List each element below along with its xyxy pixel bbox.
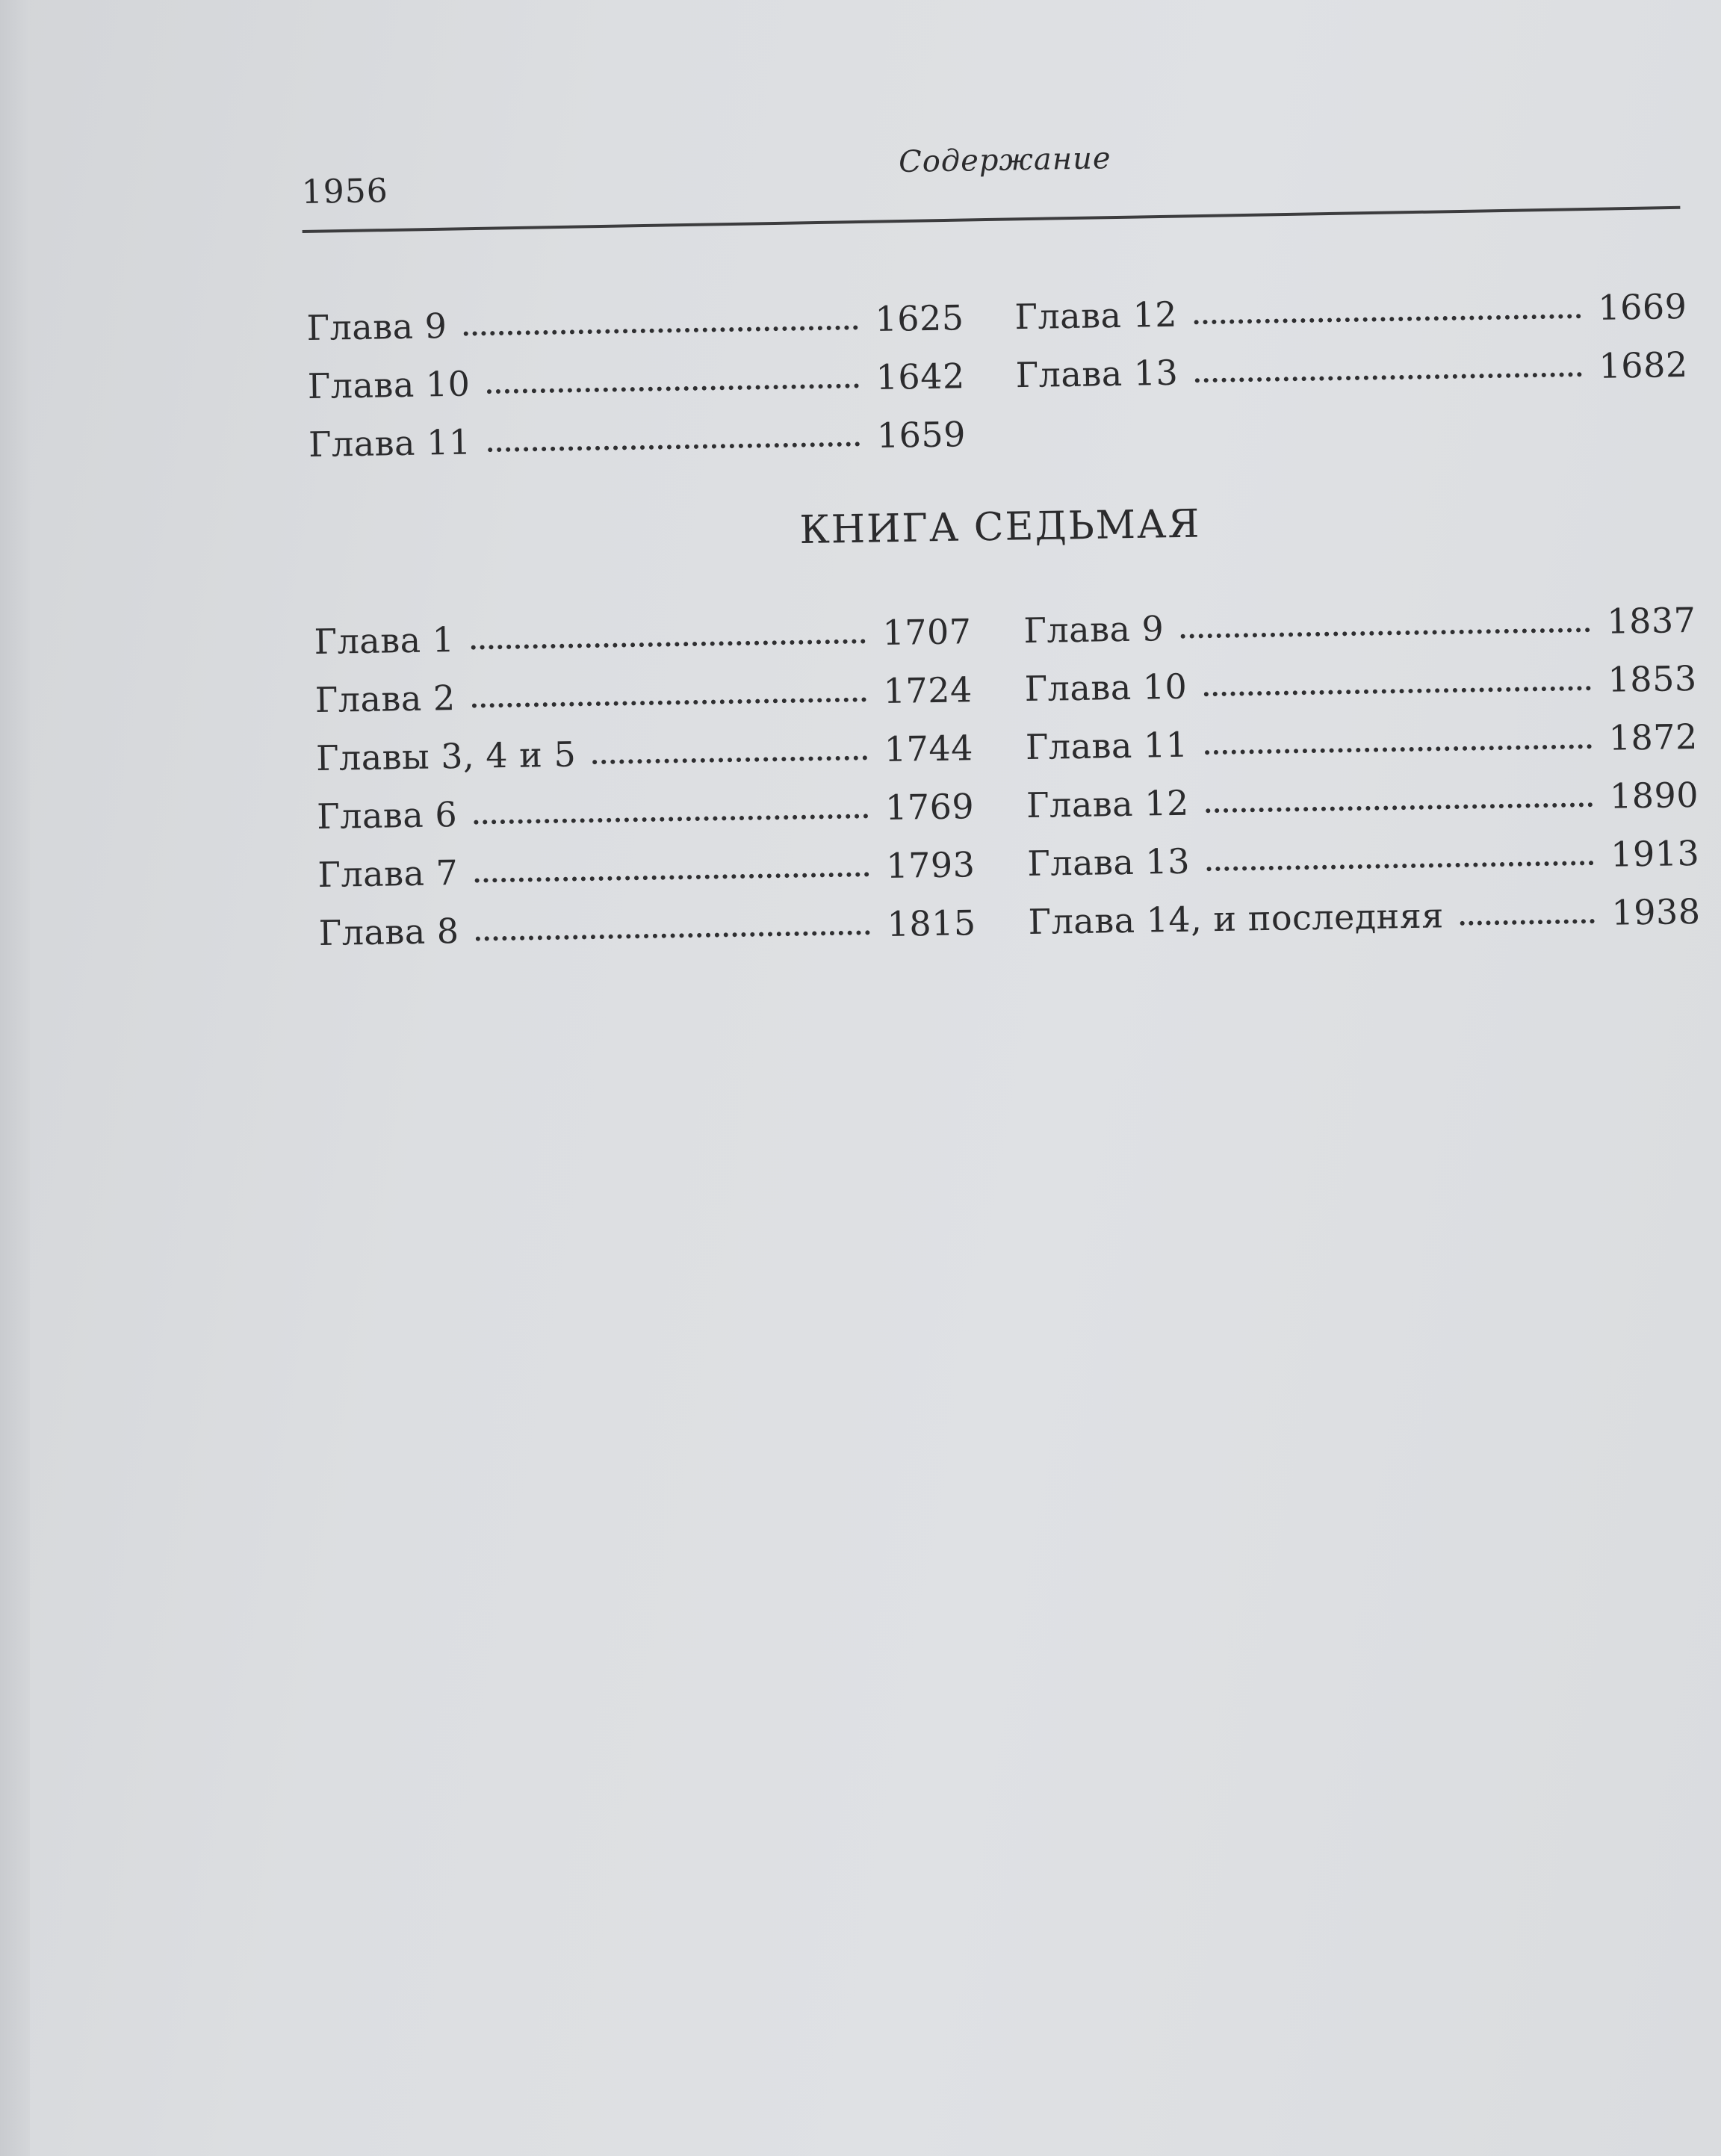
toc-column-right — [1023, 591, 1701, 951]
toc-entry-label: Глава 1 — [314, 619, 455, 662]
toc-entry-label: Глава 11 — [308, 421, 472, 465]
toc-entry-page: 1815 — [887, 902, 977, 944]
section-title: КНИГА СЕДЬМАЯ — [799, 501, 1201, 553]
toc-leader-dots — [592, 755, 867, 764]
page-edge — [0, 0, 30, 2156]
toc-leader-dots — [472, 696, 866, 707]
toc-entry[interactable] — [1028, 882, 1701, 951]
running-head — [301, 118, 1681, 247]
toc-leader-dots — [1203, 685, 1590, 696]
toc-entry-page: 1724 — [883, 669, 973, 712]
toc-entry-label: Глава 8 — [318, 911, 459, 953]
toc-leader-dots — [1180, 627, 1590, 639]
toc-entry[interactable] — [307, 347, 965, 415]
toc-entry-label: Глава 13 — [1015, 352, 1179, 396]
toc-entry-label: Глава 14, и последняя — [1028, 895, 1445, 943]
toc-entry[interactable] — [1015, 335, 1688, 404]
toc-entry-label: Глава 12 — [1014, 294, 1178, 338]
toc-entry[interactable] — [1027, 824, 1700, 893]
toc-entry-page: 1744 — [884, 728, 974, 770]
toc-entry-page: 1682 — [1598, 344, 1689, 386]
toc-entry-label: Глава 10 — [1024, 666, 1188, 710]
toc-book-seven — [314, 591, 1701, 971]
toc-entry-label: Глава 11 — [1025, 724, 1188, 768]
page-number: 1956 — [301, 171, 389, 212]
header-rule — [303, 206, 1681, 233]
toc-entry-label: Глава 13 — [1026, 840, 1191, 885]
toc-leader-dots — [474, 871, 869, 882]
toc-entry-label: Глава 7 — [317, 852, 459, 895]
toc-entry-page: 1625 — [875, 297, 964, 340]
toc-entry[interactable] — [306, 288, 964, 357]
toc-entry[interactable] — [314, 602, 972, 671]
toc-leader-dots — [1206, 860, 1593, 871]
toc-entry-page: 1890 — [1609, 774, 1699, 817]
toc-leader-dots — [487, 382, 859, 394]
toc-leader-dots — [1194, 371, 1581, 382]
toc-leader-dots — [474, 813, 868, 824]
toc-leader-dots — [1206, 802, 1593, 813]
toc-entry[interactable] — [315, 719, 973, 787]
toc-column-right — [1014, 277, 1688, 404]
toc-entry[interactable] — [308, 405, 966, 474]
toc-entry-page: 1659 — [876, 414, 967, 456]
toc-entry-label: Глава 9 — [306, 306, 447, 348]
toc-leader-dots — [1194, 313, 1581, 324]
toc-entry-label: Глава 12 — [1026, 782, 1190, 826]
toc-entry[interactable] — [314, 660, 973, 729]
toc-entry[interactable] — [317, 777, 975, 846]
toc-leader-dots — [488, 441, 860, 452]
toc-entry-label: Глава 6 — [316, 794, 458, 837]
toc-entry-page: 1938 — [1611, 890, 1701, 933]
toc-column-left — [314, 602, 976, 962]
toc-entry-page: 1853 — [1607, 657, 1698, 700]
toc-entry-page: 1837 — [1606, 599, 1696, 642]
toc-column-left — [306, 288, 967, 474]
toc-entry[interactable] — [1024, 649, 1697, 718]
toc-entry[interactable] — [1014, 277, 1687, 346]
toc-entry-label: Глава 9 — [1023, 608, 1165, 651]
toc-leader-dots — [1460, 918, 1595, 926]
toc-entry[interactable] — [1025, 707, 1698, 776]
toc-entry[interactable] — [1023, 591, 1696, 660]
running-head-title: Содержание — [898, 141, 1111, 180]
toc-leader-dots — [464, 324, 858, 335]
toc-leader-dots — [476, 929, 870, 941]
toc-leader-dots — [1205, 743, 1592, 755]
toc-entry-page: 1793 — [885, 844, 976, 887]
toc-entry[interactable] — [1026, 766, 1699, 834]
toc-entry-page: 1913 — [1610, 832, 1700, 875]
toc-entry-page: 1669 — [1597, 285, 1687, 328]
toc-entry-label: Глава 10 — [307, 363, 471, 406]
toc-entry-page: 1642 — [875, 356, 966, 398]
toc-entry-label: Глава 2 — [314, 678, 456, 720]
toc-leader-dots — [471, 638, 866, 649]
toc-entry-label: Главы 3, 4 и 5 — [315, 734, 577, 778]
toc-entry[interactable] — [318, 893, 976, 962]
toc-entry-page: 1707 — [882, 611, 972, 654]
toc-previous-book — [306, 277, 1691, 493]
toc-entry-page: 1769 — [884, 786, 975, 828]
toc-entry[interactable] — [317, 835, 976, 904]
toc-entry-page: 1872 — [1608, 716, 1699, 758]
